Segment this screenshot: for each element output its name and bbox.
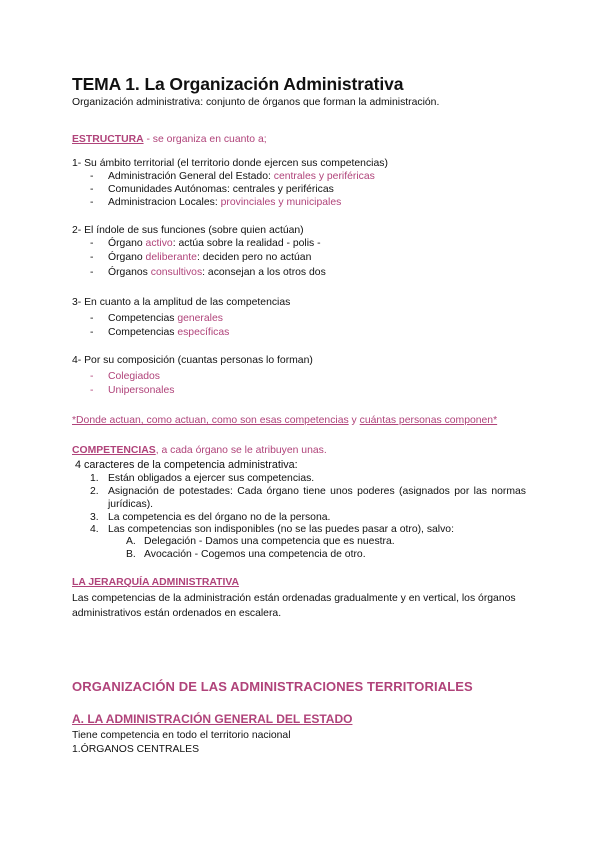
list-item: - Administracion Locales: provinciales y municipales [90,197,342,208]
list-item: - Órganos consultivos: aconsejan a los otros dos [90,267,326,278]
subsection-heading: A. LA ADMINISTRACIÓN GENERAL DEL ESTADO [72,712,353,726]
group4-heading: 4- Por su composición (cuantas personas lo forman) [72,355,313,366]
estructura-rest: - se organiza en cuanto a; [143,134,267,145]
jerarquia-text: Las competencias de la administración están ordenadas gradualmente y en vertical, los órganos administrativos están ordenados en escalera. [72,593,516,619]
page-title: TEMA 1. La Organización Administrativa [72,74,404,94]
list-item: - Unipersonales [90,385,175,396]
list-item: 4. Las competencias son indisponibles (no se las puedes pasar a otro), salvo: [90,524,454,535]
list-item: 3. La competencia es del órgano no de la persona. [90,512,331,523]
paragraph: 1.ÓRGANOS CENTRALES [72,744,200,755]
list-item: A. Delegación - Damos una competencia que es nuestra. [126,536,395,547]
list-item: B. Avocación - Cogemos una competencia de otro. [126,549,366,560]
list-item: - Competencias generales [90,313,223,324]
competencias-label: COMPETENCIAS [72,445,156,456]
competencias-heading: COMPETENCIAS, a cada órgano se le atribuyen unas. [72,445,327,456]
competencias-sub: 4 caracteres de la competencia administrativa: [75,459,298,471]
list-item: 2. Asignación de potestades: Cada órgano tiene unos poderes (asignados por las normas jurídicas). [90,486,526,510]
paragraph: Tiene competencia en todo el territorio nacional [72,730,291,741]
group1-heading: 1- Su ámbito territorial (el territorio donde ejercen sus competencias) [72,158,388,169]
list-item: - Órgano activo: actúa sobre la realidad - polis - [90,238,321,249]
list-item: - Administración General del Estado: centrales y periféricas [90,171,375,182]
list-item: - Colegiados [90,371,160,382]
list-item: - Órgano deliberante: deciden pero no actúan [90,252,312,263]
estructura-heading [72,133,267,146]
group2-heading: 2- El índole de sus funciones (sobre quien actúan) [72,225,304,236]
group3-heading: 3- En cuanto a la amplitud de las competencias [72,297,291,308]
section-heading: ORGANIZACIÓN DE LAS ADMINISTRACIONES TERRITORIALES [72,679,473,694]
list-item: - Comunidades Autónomas: centrales y periféricas [90,184,334,195]
estructura-label: ESTRUCTURA [72,134,144,145]
list-item: 1. Están obligados a ejercer sus competencias. [90,473,315,484]
jerarquia-heading: LA JERARQUÍA ADMINISTRATIVA [72,577,240,588]
list-item: - Competencias específicas [90,327,230,338]
estructura-note: *Donde actuan, como actuan, como son esas competencias y cuántas personas componen* [72,415,498,426]
intro-text: Organización administrativa: conjunto de órganos que forman la administración. [72,97,440,108]
